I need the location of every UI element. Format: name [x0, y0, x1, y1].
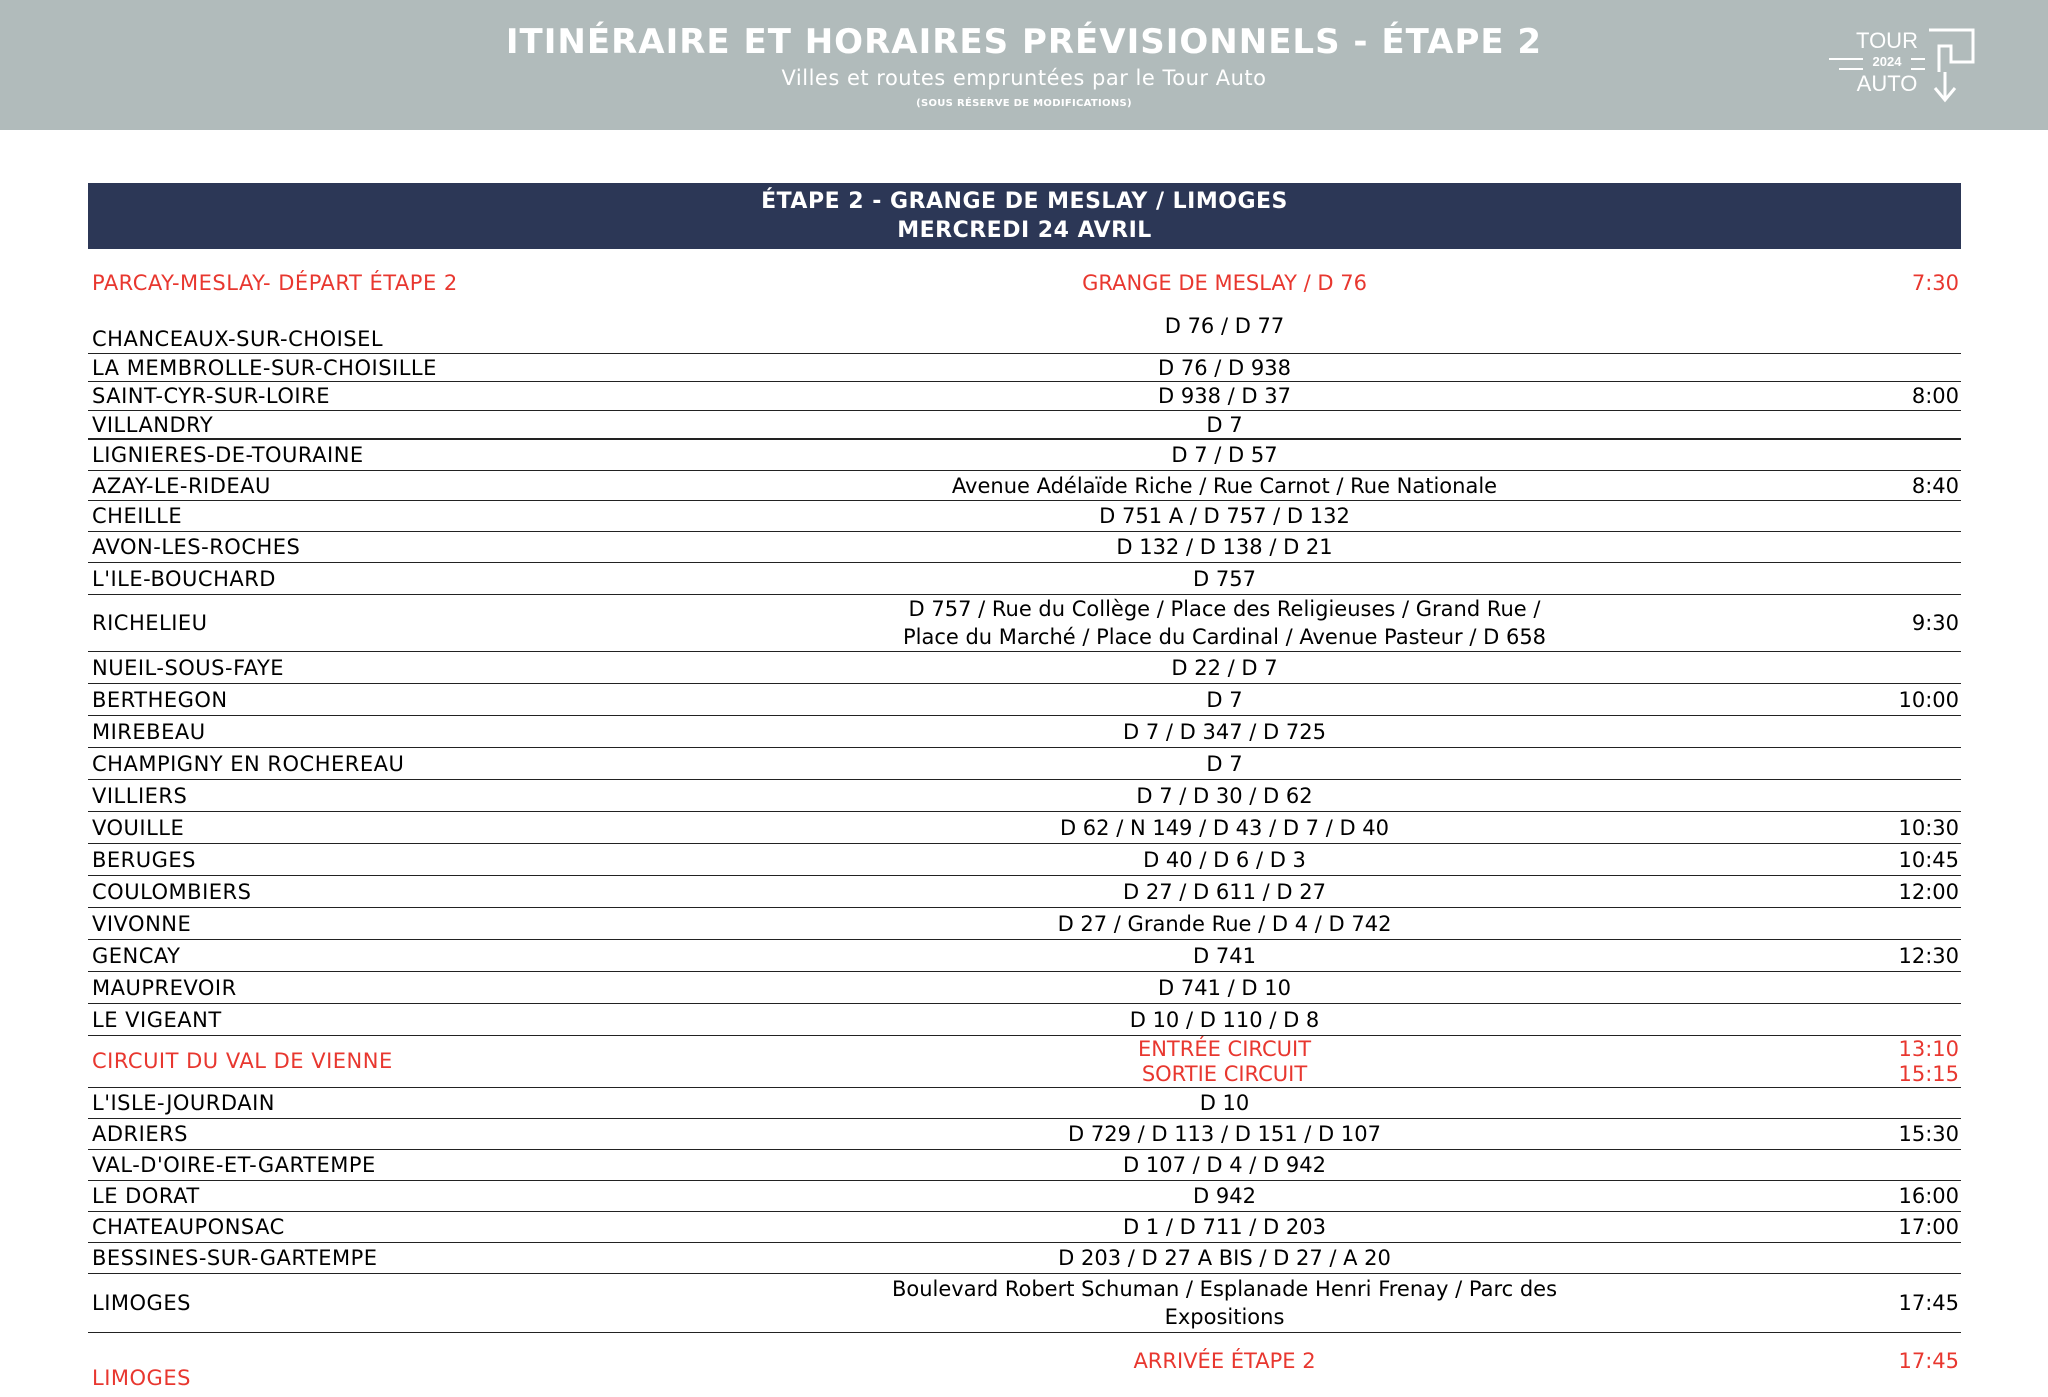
route-line-1: Boulevard Robert Schuman / Esplanade Henri Frenay / Parc des	[891, 1277, 1558, 1301]
route-cell: Avenue Adélaïde Riche / Rue Carnot / Rue Nationale	[951, 473, 1498, 498]
route-cell: D 757	[1193, 566, 1256, 591]
city-cell: PARCAY-MESLAY- DÉPART ÉTAPE 2	[92, 271, 458, 295]
city-cell: MIREBEAU	[92, 719, 206, 744]
circuit-exit-label: SORTIE CIRCUIT	[1141, 1061, 1308, 1086]
table-row-circuit	[88, 1036, 1961, 1088]
table-row	[88, 1119, 1961, 1150]
table-row	[88, 684, 1961, 716]
route-cell: GRANGE DE MESLAY / D 76	[1082, 271, 1367, 295]
city-cell: RICHELIEU	[92, 611, 208, 635]
table-row	[88, 908, 1961, 940]
route-cell: D 7 / D 57	[1171, 443, 1278, 467]
city-cell: GENCAY	[92, 943, 181, 968]
table-row	[88, 812, 1961, 844]
page-title: ITINÉRAIRE ET HORAIRES PRÉVISIONNELS - ÉTAPE 2	[505, 22, 1543, 62]
table-row-arrival	[88, 1342, 1961, 1392]
city-cell: LIGNIERES-DE-TOURAINE	[92, 443, 364, 467]
time-cell: 16:00	[1898, 1184, 1959, 1208]
table-row	[88, 1150, 1961, 1181]
table-row	[88, 1212, 1961, 1243]
route-cell: D 7 / D 30 / D 62	[1136, 783, 1313, 808]
route-cell: D 7	[1206, 412, 1243, 437]
table-row	[88, 716, 1961, 748]
city-cell: BESSINES-SUR-GARTEMPE	[92, 1246, 378, 1270]
circuit-entry-label: ENTRÉE CIRCUIT	[1137, 1036, 1312, 1061]
route-cell: D 10 / D 110 / D 8	[1129, 1007, 1320, 1032]
route-line-1: D 757 / Rue du Collège / Place des Religieuses / Grand Rue /	[908, 597, 1541, 621]
tour-auto-logo	[1825, 26, 1985, 106]
city-cell: VILLANDRY	[92, 412, 214, 437]
route-cell	[688, 595, 1761, 651]
time-cell	[1761, 1037, 1961, 1087]
stage-date: MERCREDI 24 AVRIL	[897, 218, 1152, 243]
table-row	[88, 1088, 1961, 1119]
city-cell: CHANCEAUX-SUR-CHOISEL	[92, 327, 384, 351]
header-bar	[0, 0, 2048, 130]
table-row	[88, 876, 1961, 908]
city-cell: ADRIERS	[92, 1122, 189, 1146]
route-cell	[688, 1037, 1761, 1087]
city-cell: MAUPREVOIR	[92, 975, 237, 1000]
route-cell: D 938 / D 37	[1158, 384, 1291, 408]
time-cell: 17:45	[1898, 1349, 1959, 1373]
time-cell: 9:30	[1911, 611, 1959, 635]
table-row	[88, 652, 1961, 684]
logo-year-text: 2024	[1872, 54, 1902, 69]
route-cell: D 62 / N 149 / D 43 / D 7 / D 40	[1059, 815, 1390, 840]
route-cell: D 76 / D 938	[1158, 355, 1291, 380]
time-cell: 17:00	[1898, 1215, 1959, 1239]
city-cell: COULOMBIERS	[92, 879, 252, 904]
table-row	[88, 940, 1961, 972]
route-cell: D 741	[1193, 943, 1256, 968]
route-cell: D 27 / D 611 / D 27	[1123, 879, 1326, 904]
city-cell: LE VIGEANT	[92, 1007, 222, 1032]
city-cell: CHAMPIGNY EN ROCHEREAU	[92, 751, 405, 776]
city-cell: BERTHEGON	[92, 687, 228, 712]
route-cell: D 729 / D 113 / D 151 / D 107	[1068, 1122, 1381, 1146]
route-cell: D 7	[1206, 751, 1243, 776]
route-cell: D 751 A / D 757 / D 132	[1099, 504, 1350, 528]
table-row	[88, 1004, 1961, 1036]
table-row	[88, 411, 1961, 440]
city-cell: CHEILLE	[92, 504, 183, 528]
table-row	[88, 972, 1961, 1004]
route-cell: ARRIVÉE ÉTAPE 2	[1133, 1349, 1316, 1373]
time-cell: 12:30	[1898, 943, 1959, 968]
route-cell: D 107 / D 4 / D 942	[1123, 1153, 1326, 1177]
city-cell: AVON-LES-ROCHES	[92, 535, 301, 559]
table-row	[88, 471, 1961, 501]
time-cell: 10:45	[1898, 847, 1959, 872]
city-cell: VIVONNE	[92, 911, 192, 936]
table-row	[88, 1243, 1961, 1274]
route-cell: D 22 / D 7	[1171, 655, 1278, 680]
route-cell: D 7	[1206, 687, 1243, 712]
city-cell: NUEIL-SOUS-FAYE	[92, 655, 285, 680]
city-cell: LA MEMBROLLE-SUR-CHOISILLE	[92, 355, 437, 380]
disclaimer-note: (SOUS RÉSERVE DE MODIFICATIONS)	[916, 98, 1132, 109]
city-cell: LE DORAT	[92, 1184, 200, 1208]
table-row	[88, 354, 1961, 382]
table-row	[88, 382, 1961, 411]
route-cell: D 1 / D 711 / D 203	[1123, 1215, 1326, 1239]
table-row	[88, 844, 1961, 876]
city-cell: VAL-D'OIRE-ET-GARTEMPE	[92, 1153, 376, 1177]
table-row	[88, 1181, 1961, 1212]
route-cell: D 203 / D 27 A BIS / D 27 / A 20	[1058, 1246, 1391, 1270]
logo-bottom-text: AUTO	[1856, 71, 1918, 96]
table-row	[88, 532, 1961, 563]
route-cell: D 741 / D 10	[1158, 975, 1291, 1000]
city-cell: L'ISLE-JOURDAIN	[92, 1091, 275, 1115]
city-cell: CIRCUIT DU VAL DE VIENNE	[92, 1049, 393, 1073]
time-cell: 7:30	[1911, 271, 1959, 295]
route-cell: D 76 / D 77	[1164, 314, 1285, 338]
table-row	[88, 780, 1961, 812]
stage-title: ÉTAPE 2 - GRANGE DE MESLAY / LIMOGES	[761, 189, 1288, 214]
table-row-departure	[88, 266, 1961, 300]
time-cell: 8:40	[1911, 473, 1959, 498]
route-cell: D 942	[1193, 1184, 1256, 1208]
table-row	[88, 501, 1961, 532]
route-cell: D 132 / D 138 / D 21	[1116, 535, 1333, 559]
city-cell: AZAY-LE-RIDEAU	[92, 473, 271, 498]
city-cell: VOUILLE	[92, 815, 185, 840]
city-cell: CHATEAUPONSAC	[92, 1215, 285, 1239]
time-cell: 10:30	[1898, 815, 1959, 840]
city-cell: L'ILE-BOUCHARD	[92, 566, 276, 591]
circuit-entry-time: 13:10	[1898, 1036, 1959, 1061]
city-cell: VILLIERS	[92, 783, 188, 808]
time-cell: 12:00	[1898, 879, 1959, 904]
time-cell	[1761, 308, 1961, 353]
time-cell: 8:00	[1911, 384, 1959, 408]
city-cell: SAINT-CYR-SUR-LOIRE	[92, 384, 330, 408]
route-line-2: Expositions	[1164, 1305, 1285, 1329]
route-cell	[688, 1275, 1761, 1331]
circuit-exit-time: 15:15	[1898, 1061, 1959, 1086]
table-row	[88, 440, 1961, 471]
city-cell: LIMOGES	[92, 1366, 191, 1390]
time-cell: 17:45	[1898, 1291, 1959, 1315]
table-row	[88, 595, 1961, 652]
route-cell: D 10	[1199, 1091, 1250, 1115]
table-row	[88, 563, 1961, 595]
table-row	[88, 1274, 1961, 1333]
route-line-2: Place du Marché / Place du Cardinal / Avenue Pasteur / D 658	[902, 625, 1547, 649]
page-subtitle: Villes et routes empruntées par le Tour Auto	[781, 66, 1267, 90]
logo-top-text: TOUR	[1856, 28, 1918, 53]
table-row	[88, 748, 1961, 780]
route-cell: D 7 / D 347 / D 725	[1123, 719, 1326, 744]
route-cell: D 40 / D 6 / D 3	[1143, 847, 1306, 872]
time-cell: 15:30	[1898, 1122, 1959, 1146]
table-row	[88, 308, 1961, 354]
city-cell: BERUGES	[92, 847, 197, 872]
city-cell: LIMOGES	[92, 1291, 191, 1315]
stage-band	[88, 183, 1961, 249]
route-cell: D 27 / Grande Rue / D 4 / D 742	[1057, 911, 1392, 936]
time-cell: 10:00	[1898, 687, 1959, 712]
